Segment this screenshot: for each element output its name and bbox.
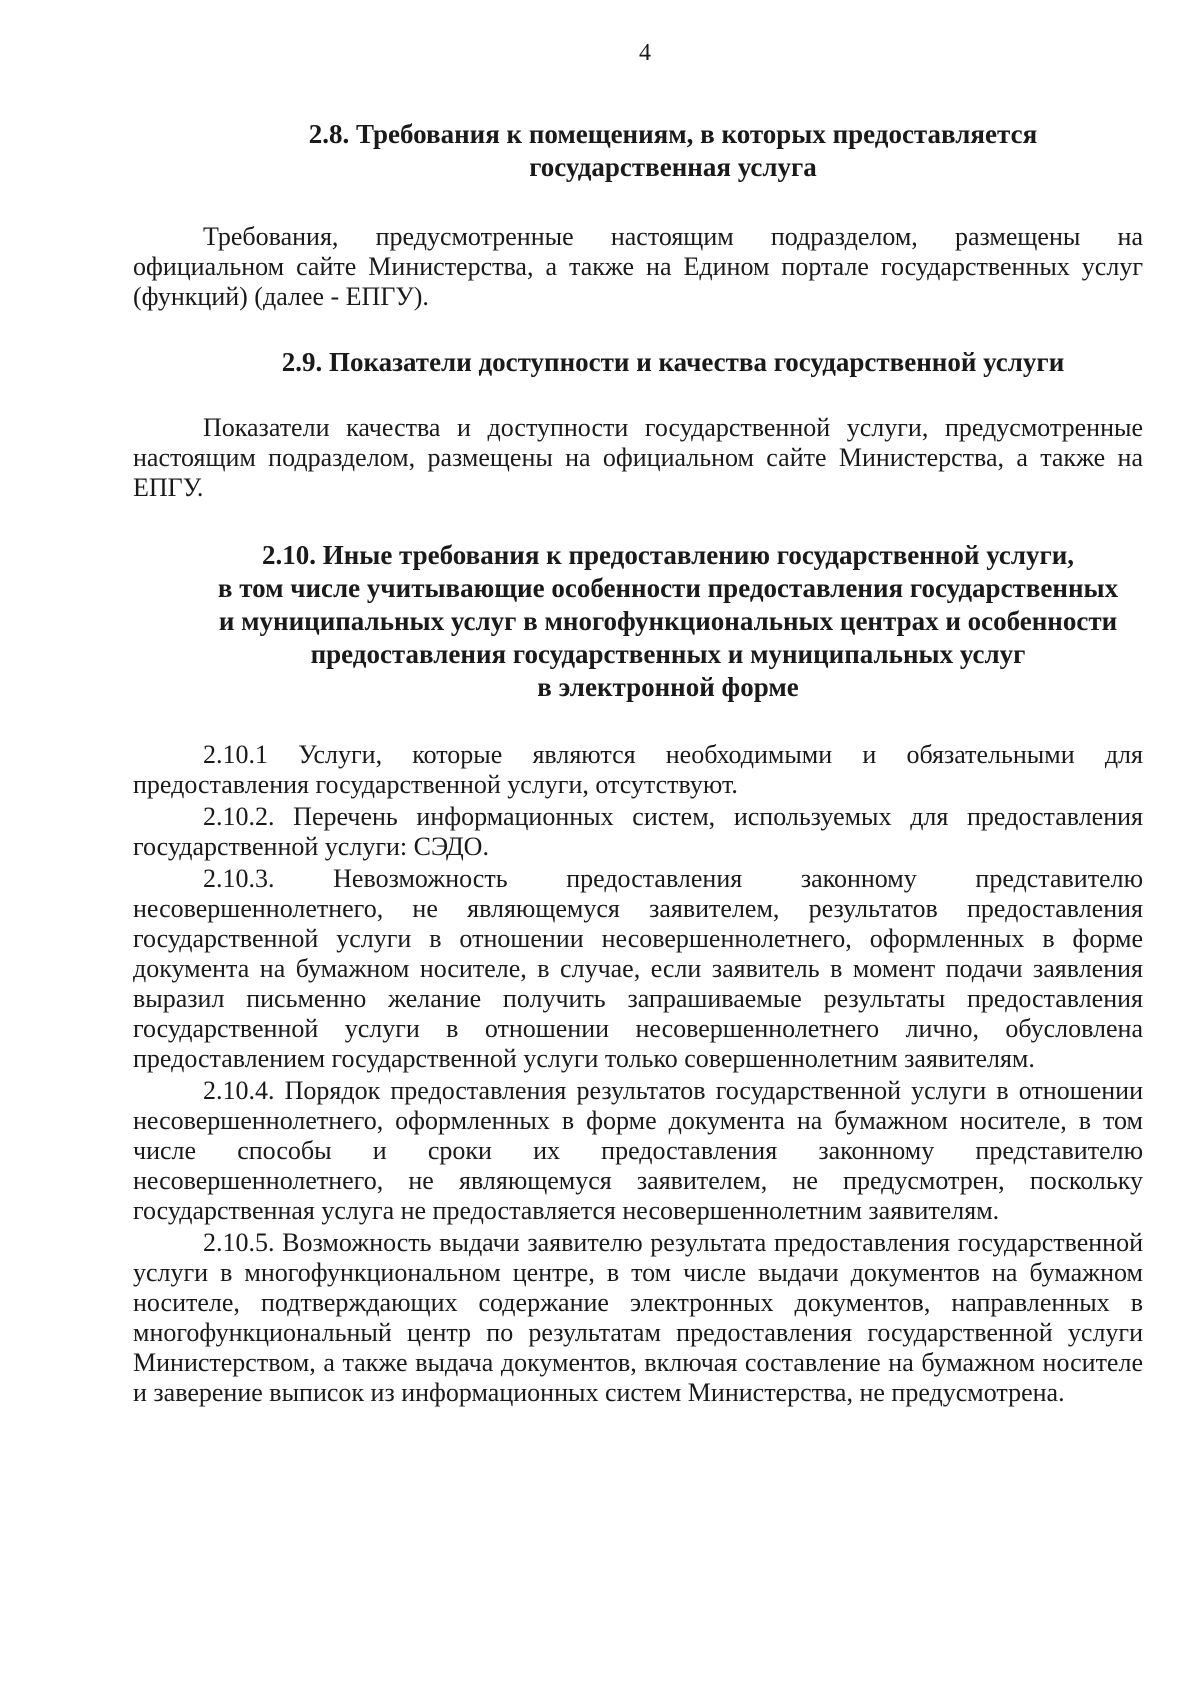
section-2-9-heading <box>133 346 1143 379</box>
section-2-8-paragraph: Требования, предусмотренные настоящим подразделом, размещены на официальном сайте Министерства, а также на Едином портале государственных услуг (функций) (далее - ЕПГУ). <box>133 222 1143 311</box>
section-2-8-heading <box>133 118 1143 184</box>
heading-line: государственная услуга <box>529 152 817 182</box>
paragraph-2-10-3: 2.10.3. Невозможность предоставления законному представителю несовершеннолетнего, не являющемуся заявителем, результатов предоставления государственной услуги в отношении несовершеннолетнего, оформленных в форме документа на бумажном носителе, в случае, если заявитель в момент подачи заявления выразил письменно желание получить запрашиваемые результаты предоставления государственной услуги в отношении несовершеннолетнего лично, обусловлена предоставлением государственной услуги только совершеннолетним заявителям. <box>133 864 1143 1073</box>
heading-line: 2.10. Иные требования к предоставлению государственной услуги, <box>261 540 1075 570</box>
paragraph-2-10-4: 2.10.4. Порядок предоставления результатов государственной услуги в отношении несовершеннолетнего, оформленных в форме документа на бумажном носителе, в том числе способы и сроки их предоставления законному представителю несовершеннолетнего, не являющемуся заявителем, не предусмотрен, поскольку государственная услуга не предоставляется несовершеннолетним заявителям. <box>133 1076 1143 1225</box>
section-2-10-heading <box>133 539 1143 704</box>
heading-line: в том числе учитывающие особенности предоставления государственных <box>217 573 1119 603</box>
paragraph-2-10-1: 2.10.1 Услуги, которые являются необходимыми и обязательными для предоставления государственной услуги, отсутствуют. <box>133 740 1143 799</box>
section-2-9-paragraph: Показатели качества и доступности государственной услуги, предусмотренные настоящим подразделом, размещены на официальном сайте Министерства, а также на ЕПГУ. <box>133 413 1143 502</box>
paragraph-2-10-5: 2.10.5. Возможность выдачи заявителю результата предоставления государственной услуги в многофункциональном центре, в том числе выдачи документов на бумажном носителе, подтверждающих содержание электронных документов, направленных в многофункциональный центр по результатам предоставления государственной услуги Министерством, а также выдача документов, включая составление на бумажном носителе и заверение выписок из информационных систем Министерства, не предусмотрена. <box>133 1228 1143 1407</box>
heading-line: предоставления государственных и муниципальных услуг <box>310 639 1026 669</box>
heading-line: 2.9. Показатели доступности и качества государственной услуги <box>281 347 1065 377</box>
paragraph-2-10-2: 2.10.2. Перечень информационных систем, используемых для предоставления государственной услуги: СЭДО. <box>133 802 1143 861</box>
heading-line: и муниципальных услуг в многофункциональных центрах и особенности <box>218 606 1118 636</box>
heading-line: в электронной форме <box>537 672 799 702</box>
document-body <box>133 118 1143 1408</box>
page-number: 4 <box>639 40 651 66</box>
heading-line: 2.8. Требования к помещениям, в которых предоставляется <box>308 119 1038 149</box>
